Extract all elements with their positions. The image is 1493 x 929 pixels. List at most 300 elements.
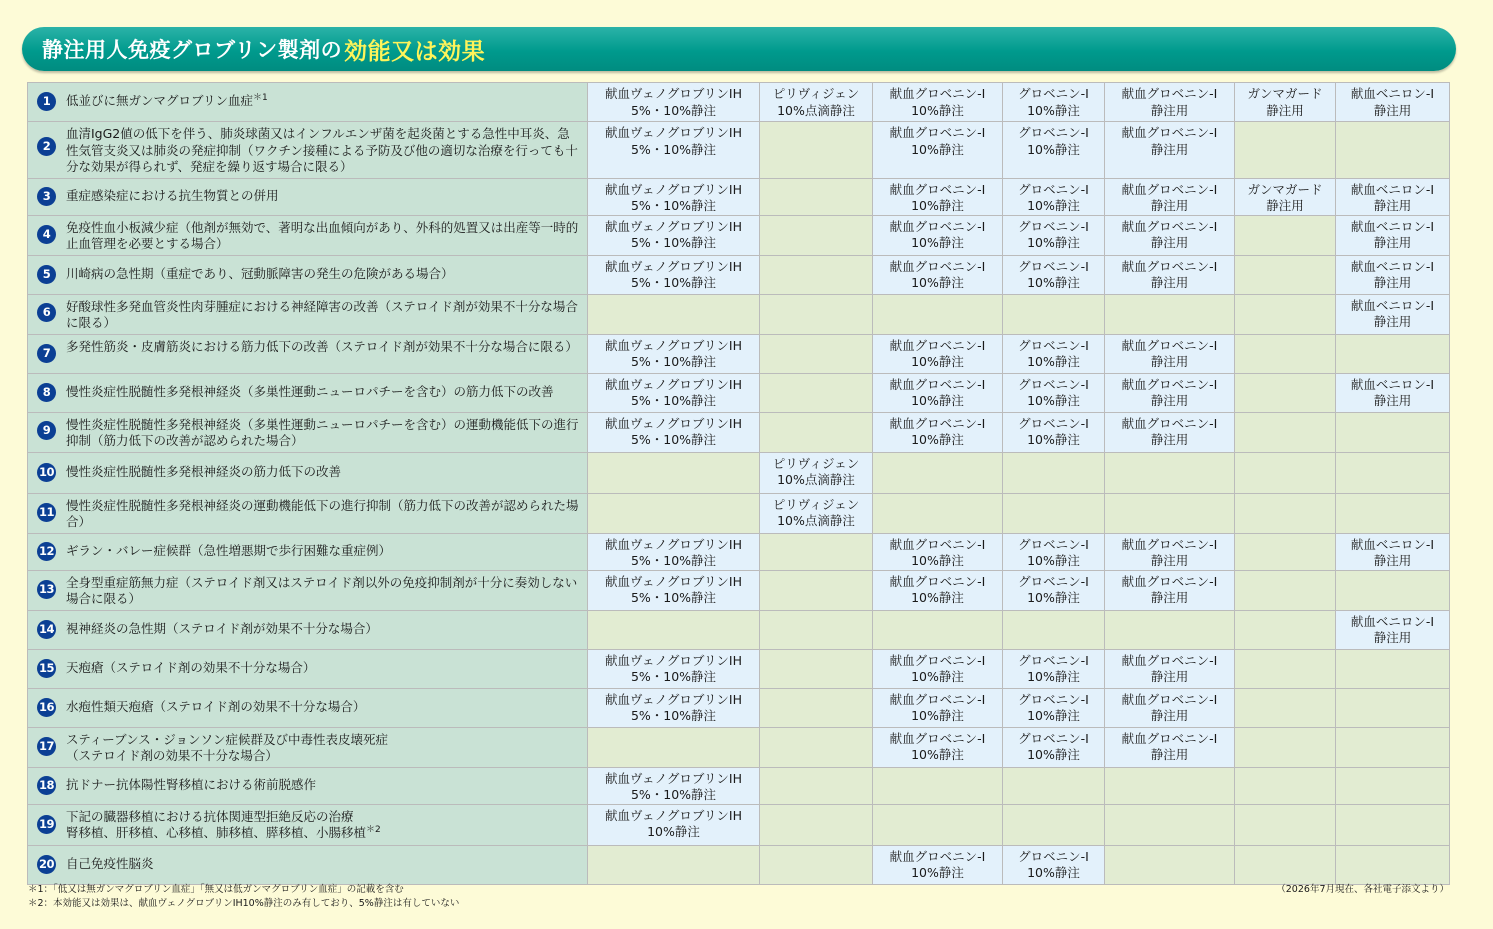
- product-cell: [1105, 373, 1235, 412]
- product-name: 献血グロベニン-I: [889, 536, 986, 552]
- product-name: 献血ベニロン-I: [1350, 613, 1435, 629]
- product-cell: [1235, 83, 1336, 122]
- product-cell: [588, 533, 760, 570]
- product-cell: [1003, 570, 1105, 610]
- product-dosage: 5%・10%静注: [630, 275, 717, 290]
- product-dosage: 10%静注: [911, 747, 964, 762]
- footnote-1: ＊1：「低又は無ガンマグロブリン血症」「無又は低ガンマグロブリン血症」の記載を含む: [28, 884, 404, 895]
- indication-cell: [28, 178, 588, 215]
- row-number-badge: 12: [37, 542, 56, 561]
- product-dosage: 10%静注: [1027, 590, 1080, 605]
- product-name: 献血ヴェノグロブリンIH: [605, 218, 742, 234]
- empty-cell: [1235, 533, 1336, 570]
- product-cell: [873, 727, 1003, 767]
- indication-text: 好酸球性多発血管炎性肉芽腫症における神経障害の改善（ステロイド剤が効果不十分な場合に限る）: [66, 298, 578, 330]
- product-dosage: 10%静注: [911, 354, 964, 369]
- table-row: [28, 255, 1450, 294]
- product-dosage: 5%・10%静注: [630, 432, 717, 447]
- row-number-badge: 8: [37, 383, 56, 402]
- product-dosage: 10%点滴静注: [777, 472, 855, 487]
- product-dosage: 10%静注: [911, 235, 964, 250]
- table-row: [28, 215, 1450, 255]
- empty-cell: [873, 452, 1003, 493]
- table-row: [28, 804, 1450, 845]
- empty-cell: [1336, 767, 1450, 804]
- footnote-marker: ＊2: [366, 824, 381, 835]
- product-name: グロベニン-I: [1018, 415, 1089, 431]
- empty-cell: [760, 412, 873, 452]
- product-cell: [1003, 178, 1105, 215]
- product-dosage: 静注用: [1373, 275, 1412, 290]
- product-dosage: 10%静注: [911, 275, 964, 290]
- indication-text: 視神経炎の急性期（ステロイド剤が効果不十分な場合）: [66, 620, 378, 636]
- empty-cell: [760, 804, 873, 845]
- empty-cell: [1105, 493, 1235, 533]
- product-name: 献血ベニロン-I: [1350, 86, 1435, 101]
- empty-cell: [1235, 294, 1336, 334]
- product-dosage: 10%静注: [1027, 198, 1080, 213]
- product-name: 献血ベニロン-I: [1350, 181, 1435, 197]
- empty-cell: [873, 610, 1003, 649]
- product-name: グロベニン-I: [1018, 573, 1089, 589]
- row-number-badge: 13: [37, 580, 56, 599]
- row-number-badge: 15: [37, 659, 56, 678]
- empty-cell: [1003, 767, 1105, 804]
- table-row: [28, 83, 1450, 122]
- empty-cell: [760, 178, 873, 215]
- empty-cell: [760, 215, 873, 255]
- product-dosage: 静注用: [1373, 235, 1412, 250]
- product-cell: [1003, 373, 1105, 412]
- indication-text: ギラン・バレー症候群（急性増悪期で歩行困難な重症例）: [66, 542, 392, 558]
- row-number-badge: 11: [37, 503, 56, 522]
- empty-cell: [873, 804, 1003, 845]
- table-row: [28, 178, 1450, 215]
- table-row: [28, 688, 1450, 727]
- empty-cell: [1336, 570, 1450, 610]
- row-number-badge: 10: [37, 463, 56, 482]
- product-name: 献血グロベニン-I: [1121, 536, 1218, 552]
- product-cell: [1003, 334, 1105, 373]
- product-name: 献血グロベニン-I: [1121, 573, 1218, 589]
- empty-cell: [760, 727, 873, 767]
- product-name: ピリヴィジェン: [772, 496, 860, 512]
- product-cell: [1105, 649, 1235, 688]
- product-dosage: 10%静注: [1027, 141, 1080, 157]
- product-dosage: 10%点滴静注: [777, 513, 855, 528]
- empty-cell: [1003, 610, 1105, 649]
- product-dosage: 10%静注: [1027, 747, 1080, 762]
- product-cell: [1336, 294, 1450, 334]
- empty-cell: [1235, 255, 1336, 294]
- product-cell: [588, 215, 760, 255]
- empty-cell: [760, 122, 873, 179]
- indication-cell: [28, 533, 588, 570]
- footnote-2: ＊2：本効能又は効果は、献血ヴェノグロブリンIH10%静注のみ有しており、5%静注は有していない: [28, 898, 460, 909]
- product-name: 献血ヴェノグロブリンIH: [605, 415, 742, 431]
- table-row: [28, 649, 1450, 688]
- indication-text: 慢性炎症性脱髄性多発根神経炎（多巣性運動ニューロパチーを含む）の筋力低下の改善: [66, 383, 554, 399]
- product-dosage: 静注用: [1150, 590, 1189, 605]
- empty-cell: [1336, 688, 1450, 727]
- empty-cell: [760, 845, 873, 884]
- indication-cell: [28, 727, 588, 767]
- empty-cell: [760, 688, 873, 727]
- product-cell: [873, 334, 1003, 373]
- indication-cell: [28, 845, 588, 884]
- product-name: ピリヴィジェン: [772, 455, 860, 471]
- product-name: 献血グロベニン-I: [1121, 730, 1218, 746]
- indication-cell: [28, 122, 588, 179]
- empty-cell: [588, 294, 760, 334]
- empty-cell: [1235, 122, 1336, 179]
- row-number-badge: 3: [37, 187, 56, 206]
- product-cell: [1105, 215, 1235, 255]
- product-cell: [1003, 215, 1105, 255]
- empty-cell: [760, 767, 873, 804]
- empty-cell: [588, 493, 760, 533]
- product-cell: [1105, 727, 1235, 767]
- product-dosage: 5%・10%静注: [630, 787, 717, 802]
- product-name: 献血ベニロン-I: [1350, 297, 1435, 313]
- product-name: 献血ベニロン-I: [1350, 536, 1435, 552]
- empty-cell: [1105, 804, 1235, 845]
- product-dosage: 静注用: [1150, 354, 1189, 369]
- product-name: 献血グロベニン-I: [1121, 691, 1218, 707]
- product-cell: [1105, 255, 1235, 294]
- product-dosage: 5%・10%静注: [630, 198, 717, 213]
- table-row: [28, 767, 1450, 804]
- row-number-badge: 17: [37, 737, 56, 756]
- product-cell: [588, 255, 760, 294]
- product-cell: [1105, 122, 1235, 179]
- product-dosage: 静注用: [1150, 669, 1189, 684]
- product-name: 献血グロベニン-I: [1121, 415, 1218, 431]
- empty-cell: [1235, 688, 1336, 727]
- product-cell: [1336, 610, 1450, 649]
- product-name: 献血グロベニン-I: [1121, 376, 1218, 392]
- indication-text-line2: 腎移植、肝移植、心移植、肺移植、膵移植、小腸移植: [66, 825, 367, 840]
- product-cell: [1003, 255, 1105, 294]
- empty-cell: [588, 845, 760, 884]
- product-dosage: 10%静注: [911, 669, 964, 684]
- product-name: 献血ヴェノグロブリンIH: [605, 536, 742, 552]
- indication-cell: [28, 83, 588, 122]
- empty-cell: [1235, 610, 1336, 649]
- product-dosage: 静注用: [1150, 553, 1189, 568]
- empty-cell: [1235, 452, 1336, 493]
- empty-cell: [1105, 845, 1235, 884]
- product-name: 献血ヴェノグロブリンIH: [605, 376, 742, 392]
- empty-cell: [588, 727, 760, 767]
- table-row: [28, 294, 1450, 334]
- indication-cell: [28, 452, 588, 493]
- indication-text: 天疱瘡（ステロイド剤の効果不十分な場合）: [66, 659, 316, 675]
- product-name: 献血ヴェノグロブリンIH: [605, 337, 742, 353]
- indication-text: 血清IgG2値の低下を伴う、肺炎球菌又はインフルエンザ菌を起炎菌とする急性中耳炎、急性気管支炎又は肺炎の発症抑制（ワクチン接種による予防及び他の適切な治療を行っても十分な効果が得られず、発症を繰り返す場合に限る）: [66, 126, 578, 174]
- product-cell: [1336, 178, 1450, 215]
- product-cell: [873, 845, 1003, 884]
- product-name: 献血グロベニン-I: [889, 337, 986, 353]
- row-number-badge: 19: [37, 815, 56, 834]
- indication-text: 全身型重症筋無力症（ステロイド剤又はステロイド剤以外の免疫抑制剤が十分に奏効しない場合に限る）: [66, 574, 578, 606]
- indication-text: スティーブンス・ジョンソン症候群及び中毒性表皮壊死症: [66, 731, 389, 747]
- footnote-marker: ＊1: [253, 92, 268, 103]
- product-cell: [1105, 83, 1235, 122]
- indication-text: 川崎病の急性期（重症であり、冠動脈障害の発生の危険がある場合）: [66, 265, 454, 281]
- product-name: グロベニン-I: [1018, 730, 1089, 746]
- indication-text: 低並びに無ガンマグロブリン血症: [66, 93, 254, 108]
- indication-text: 慢性炎症性脱髄性多発根神経炎の運動機能低下の進行抑制（筋力低下の改善が認められた場合）: [66, 497, 579, 529]
- product-name: 献血グロベニン-I: [889, 848, 986, 864]
- product-cell: [873, 373, 1003, 412]
- product-cell: [1003, 412, 1105, 452]
- product-name: グロベニン-I: [1018, 258, 1089, 274]
- product-dosage: 静注用: [1373, 393, 1412, 408]
- indication-text: 水疱性類天疱瘡（ステロイド剤の効果不十分な場合）: [66, 698, 366, 714]
- product-cell: [1336, 533, 1450, 570]
- product-cell: [588, 83, 760, 122]
- table-row: [28, 845, 1450, 884]
- empty-cell: [1235, 493, 1336, 533]
- product-dosage: 静注用: [1150, 102, 1189, 118]
- product-dosage: 5%・10%静注: [630, 553, 717, 568]
- product-dosage: 10%静注: [911, 393, 964, 408]
- product-cell: [588, 122, 760, 179]
- product-name: 献血グロベニン-I: [1121, 125, 1218, 140]
- product-dosage: 静注用: [1266, 102, 1304, 118]
- product-dosage: 10%静注: [1027, 865, 1080, 880]
- empty-cell: [1105, 452, 1235, 493]
- product-dosage: 静注用: [1150, 275, 1189, 290]
- empty-cell: [1336, 727, 1450, 767]
- product-cell: [873, 215, 1003, 255]
- product-name: グロベニン-I: [1018, 218, 1089, 234]
- product-dosage: 10%静注: [1027, 553, 1080, 568]
- product-dosage: 静注用: [1150, 708, 1189, 723]
- product-name: 献血ヴェノグロブリンIH: [605, 181, 742, 197]
- empty-cell: [760, 610, 873, 649]
- empty-cell: [1235, 412, 1336, 452]
- product-dosage: 10%静注: [1027, 393, 1080, 408]
- product-name: 献血ベニロン-I: [1350, 218, 1435, 234]
- product-dosage: 静注用: [1373, 630, 1412, 645]
- empty-cell: [1235, 570, 1336, 610]
- product-cell: [873, 255, 1003, 294]
- product-name: 献血グロベニン-I: [889, 125, 986, 140]
- product-dosage: 5%・10%静注: [630, 102, 717, 118]
- product-name: グロベニン-I: [1018, 125, 1089, 140]
- indication-text: 重症感染症における抗生物質との併用: [66, 187, 279, 203]
- indication-cell: [28, 493, 588, 533]
- product-dosage: 静注用: [1150, 432, 1189, 447]
- empty-cell: [1105, 610, 1235, 649]
- product-cell: [760, 83, 873, 122]
- table-row: [28, 533, 1450, 570]
- row-number-badge: 18: [37, 776, 56, 795]
- product-name: グロベニン-I: [1018, 376, 1089, 392]
- product-dosage: 10%静注: [911, 865, 964, 880]
- product-cell: [588, 570, 760, 610]
- product-name: ピリヴィジェン: [772, 86, 860, 101]
- product-name: 献血グロベニン-I: [1121, 218, 1218, 234]
- indication-cell: [28, 412, 588, 452]
- product-dosage: 10%静注: [911, 102, 964, 118]
- product-name: 献血グロベニン-I: [1121, 181, 1218, 197]
- empty-cell: [1336, 493, 1450, 533]
- empty-cell: [1235, 845, 1336, 884]
- row-number-badge: 20: [37, 855, 56, 874]
- row-number-badge: 5: [37, 265, 56, 284]
- product-dosage: 静注用: [1150, 393, 1189, 408]
- row-number-badge: 6: [37, 303, 56, 322]
- empty-cell: [1235, 334, 1336, 373]
- product-cell: [588, 688, 760, 727]
- empty-cell: [873, 767, 1003, 804]
- empty-cell: [1003, 294, 1105, 334]
- empty-cell: [1235, 373, 1336, 412]
- row-number-badge: 7: [37, 344, 56, 363]
- product-cell: [1003, 649, 1105, 688]
- product-dosage: 10%静注: [1027, 235, 1080, 250]
- product-cell: [873, 178, 1003, 215]
- indication-text: 慢性炎症性脱髄性多発根神経炎の筋力低下の改善: [66, 463, 342, 479]
- empty-cell: [588, 452, 760, 493]
- empty-cell: [873, 294, 1003, 334]
- product-cell: [1336, 373, 1450, 412]
- table-row: [28, 610, 1450, 649]
- empty-cell: [1235, 804, 1336, 845]
- product-cell: [873, 412, 1003, 452]
- row-number-badge: 9: [37, 421, 56, 440]
- product-cell: [873, 83, 1003, 122]
- indication-cell: [28, 610, 588, 649]
- product-dosage: 静注用: [1150, 141, 1189, 157]
- product-dosage: 5%・10%静注: [630, 590, 717, 605]
- row-number-badge: 2: [37, 137, 56, 156]
- product-name: 献血グロベニン-I: [889, 415, 986, 431]
- table-row: [28, 493, 1450, 533]
- product-cell: [1105, 533, 1235, 570]
- product-name: 献血ヴェノグロブリンIH: [605, 807, 742, 823]
- product-dosage: 10%静注: [1027, 275, 1080, 290]
- empty-cell: [1235, 727, 1336, 767]
- table-row: [28, 122, 1450, 179]
- empty-cell: [1336, 334, 1450, 373]
- product-cell: [588, 767, 760, 804]
- product-dosage: 10%静注: [1027, 432, 1080, 447]
- table-row: [28, 412, 1450, 452]
- product-cell: [873, 570, 1003, 610]
- date-note: （2026年7月現在、各社電子添文より）: [1276, 884, 1449, 895]
- product-cell: [1003, 83, 1105, 122]
- product-cell: [588, 804, 760, 845]
- empty-cell: [760, 255, 873, 294]
- product-dosage: 10%静注: [1027, 669, 1080, 684]
- product-cell: [1003, 533, 1105, 570]
- product-dosage: 10%静注: [911, 553, 964, 568]
- product-name: 献血グロベニン-I: [1121, 258, 1218, 274]
- indications-table: [27, 82, 1450, 885]
- empty-cell: [760, 294, 873, 334]
- product-dosage: 静注用: [1373, 314, 1412, 329]
- empty-cell: [1105, 294, 1235, 334]
- table-row: [28, 452, 1450, 493]
- product-dosage: 10%点滴静注: [777, 102, 855, 118]
- indication-cell: [28, 570, 588, 610]
- product-name: グロベニン-I: [1018, 86, 1089, 101]
- product-dosage: 10%静注: [647, 824, 700, 839]
- product-cell: [1105, 570, 1235, 610]
- product-name: 献血グロベニン-I: [889, 218, 986, 234]
- product-name: 献血ヴェノグロブリンIH: [605, 258, 742, 274]
- page-title: 静注用人免疫グロブリン製剤の: [42, 38, 343, 62]
- table-row: [28, 334, 1450, 373]
- indication-cell: [28, 688, 588, 727]
- product-name: 献血ヴェノグロブリンIH: [605, 573, 742, 589]
- indication-text: 下記の臓器移植における抗体関連型拒絶反応の治療: [66, 808, 354, 824]
- product-cell: [1105, 688, 1235, 727]
- indication-cell: [28, 294, 588, 334]
- indication-text-line2: （ステロイド剤の効果不十分な場合）: [66, 748, 278, 763]
- indication-text: 免疫性血小板減少症（他剤が無効で、著明な出血傾向があり、外科的処置又は出産等一時的止血管理を必要とする場合）: [66, 219, 579, 251]
- product-dosage: 10%静注: [1027, 102, 1080, 118]
- product-dosage: 10%静注: [1027, 354, 1080, 369]
- indication-cell: [28, 255, 588, 294]
- product-name: グロベニン-I: [1018, 181, 1089, 197]
- product-name: 献血グロベニン-I: [889, 86, 986, 101]
- product-name: グロベニン-I: [1018, 848, 1089, 864]
- empty-cell: [1336, 649, 1450, 688]
- product-name: 献血ヴェノグロブリンIH: [605, 770, 742, 786]
- product-dosage: 静注用: [1373, 102, 1412, 118]
- product-cell: [588, 412, 760, 452]
- product-name: 献血グロベニン-I: [1121, 652, 1218, 668]
- product-name: 献血グロベニン-I: [889, 691, 986, 707]
- row-number-badge: 4: [37, 225, 56, 244]
- product-name: 献血グロベニン-I: [1121, 337, 1218, 353]
- product-name: グロベニン-I: [1018, 536, 1089, 552]
- product-dosage: 5%・10%静注: [630, 708, 717, 723]
- product-cell: [1105, 334, 1235, 373]
- empty-cell: [760, 334, 873, 373]
- empty-cell: [1336, 845, 1450, 884]
- empty-cell: [1003, 493, 1105, 533]
- product-name: 献血ヴェノグロブリンIH: [605, 652, 742, 668]
- product-name: 献血ヴェノグロブリンIH: [605, 86, 742, 101]
- product-dosage: 静注用: [1150, 198, 1189, 213]
- product-dosage: 5%・10%静注: [630, 235, 717, 250]
- product-name: 献血グロベニン-I: [889, 652, 986, 668]
- product-name: 献血ベニロン-I: [1350, 258, 1435, 274]
- product-name: ガンマガード: [1247, 86, 1323, 101]
- product-cell: [1105, 412, 1235, 452]
- product-dosage: 5%・10%静注: [630, 669, 717, 684]
- product-cell: [760, 493, 873, 533]
- product-name: 献血グロベニン-I: [889, 376, 986, 392]
- product-cell: [1336, 215, 1450, 255]
- product-cell: [873, 533, 1003, 570]
- table-row: [28, 570, 1450, 610]
- product-cell: [1336, 255, 1450, 294]
- product-cell: [1235, 178, 1336, 215]
- empty-cell: [1336, 122, 1450, 179]
- product-cell: [588, 649, 760, 688]
- product-cell: [873, 649, 1003, 688]
- product-name: グロベニン-I: [1018, 652, 1089, 668]
- product-dosage: 10%静注: [911, 590, 964, 605]
- indication-cell: [28, 649, 588, 688]
